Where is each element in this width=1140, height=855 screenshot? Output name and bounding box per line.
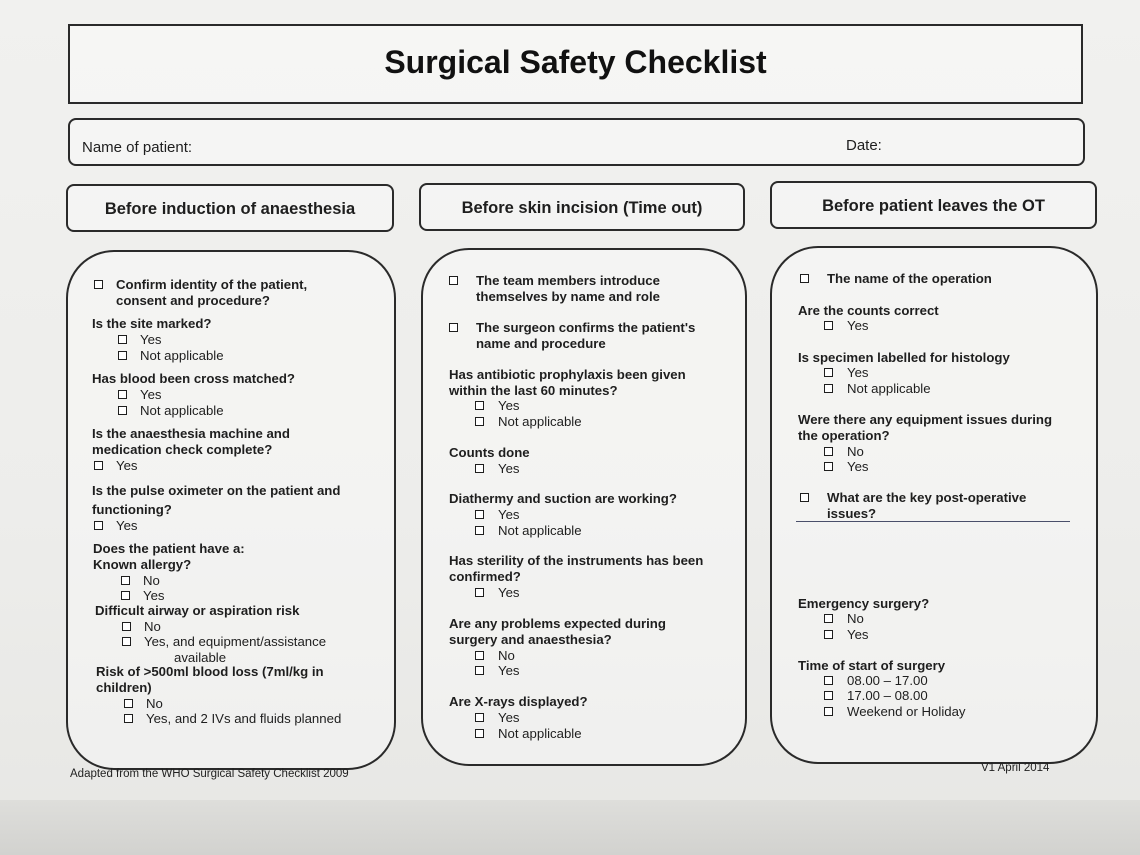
checkbox[interactable]: [121, 591, 130, 600]
item-operation-name: The name of the operation: [827, 271, 992, 286]
question-pulse-oximeter-cont: functioning?: [92, 502, 172, 517]
checkbox[interactable]: [824, 447, 833, 456]
option-yes-equipment: Yes, and equipment/assistance: [144, 634, 327, 649]
checkbox[interactable]: [824, 707, 833, 716]
question-patient-have: Does the patient have a:: [93, 541, 245, 556]
question-emergency-surgery: Emergency surgery?: [798, 596, 930, 611]
option-yes: Yes: [847, 365, 869, 380]
question-problems-expected: Are any problems expected during: [449, 616, 666, 631]
option-not-applicable: Not applicable: [140, 403, 224, 418]
option-not-applicable: Not applicable: [140, 348, 224, 363]
checkbox[interactable]: [475, 588, 484, 597]
footer-source: Adapted from the WHO Surgical Safety Checklist 2009: [70, 768, 349, 780]
checkbox[interactable]: [118, 406, 127, 415]
option-not-applicable: Not applicable: [498, 726, 582, 741]
item-surgeon-confirms: The surgeon confirms the patient's: [476, 320, 696, 335]
question-antibiotic: Has antibiotic prophylaxis been given: [449, 367, 686, 382]
checkbox[interactable]: [122, 637, 131, 646]
footer-version: V1 April 2014: [981, 762, 1050, 774]
checkbox[interactable]: [475, 729, 484, 738]
checkbox[interactable]: [122, 622, 131, 631]
heading-text: Before induction of anaesthesia: [104, 200, 356, 218]
table-edge: [0, 800, 1140, 855]
item-post-operative-issues-cont: issues?: [827, 506, 877, 521]
question-equipment-issues-cont: the operation?: [798, 428, 890, 443]
checkbox[interactable]: [449, 323, 458, 332]
checkbox[interactable]: [475, 526, 484, 535]
question-blood-cross-matched: Has blood been cross matched?: [92, 371, 295, 386]
question-sterility: Has sterility of the instruments has been: [449, 553, 704, 568]
checkbox[interactable]: [118, 335, 127, 344]
heading-before-leaving: [770, 181, 1097, 229]
checkbox[interactable]: [475, 464, 484, 473]
option-yes: Yes: [498, 461, 520, 476]
checkbox[interactable]: [824, 321, 833, 330]
heading-text: Before skin incision (Time out): [461, 199, 703, 217]
checkbox[interactable]: [449, 276, 458, 285]
patient-name-label: Name of patient:: [82, 139, 193, 156]
item-confirm-identity: Confirm identity of the patient,: [116, 277, 308, 292]
item-confirm-identity-cont: consent and procedure?: [116, 293, 270, 308]
title-box: [68, 24, 1083, 104]
question-pulse-oximeter: Is the pulse oximeter on the patient and: [92, 483, 341, 498]
checkbox[interactable]: [824, 368, 833, 377]
option-not-applicable: Not applicable: [498, 414, 582, 429]
option-yes: Yes: [498, 663, 520, 678]
checkbox[interactable]: [824, 630, 833, 639]
item-surgeon-confirms-cont: name and procedure: [476, 336, 606, 351]
option-no: No: [144, 619, 161, 634]
page-title: Surgical Safety Checklist: [384, 44, 767, 80]
question-diathermy: Diathermy and suction are working?: [449, 491, 677, 506]
option-yes: Yes: [498, 710, 520, 725]
option-not-applicable: Not applicable: [498, 523, 582, 538]
checkbox[interactable]: [800, 493, 809, 502]
item-post-operative-issues: What are the key post-operative: [827, 490, 1027, 505]
option-yes: Yes: [847, 318, 869, 333]
question-specimen-labelled: Is specimen labelled for histology: [798, 350, 1010, 365]
question-counts-correct: Are the counts correct: [798, 303, 939, 318]
patient-info-box: [68, 118, 1085, 166]
column-before-leaving: [770, 246, 1098, 764]
option-yes-ivs: Yes, and 2 IVs and fluids planned: [146, 711, 342, 726]
question-blood-loss-risk-cont: children): [96, 680, 152, 695]
option-yes: Yes: [498, 585, 520, 600]
question-sterility-cont: confirmed?: [449, 569, 521, 584]
checkbox[interactable]: [118, 390, 127, 399]
checkbox[interactable]: [94, 461, 103, 470]
option-yes: Yes: [140, 387, 162, 402]
checkbox[interactable]: [824, 614, 833, 623]
option-yes-equipment-cont: available: [174, 650, 227, 665]
question-problems-expected-cont: surgery and anaesthesia?: [449, 632, 612, 647]
column-before-induction: [66, 250, 396, 770]
question-anaesthesia-machine-cont: medication check complete?: [92, 442, 273, 457]
checkbox[interactable]: [124, 699, 133, 708]
option-yes: Yes: [116, 518, 138, 533]
checkbox[interactable]: [800, 274, 809, 283]
question-equipment-issues: Were there any equipment issues during: [798, 412, 1053, 427]
checkbox[interactable]: [475, 510, 484, 519]
checkbox[interactable]: [121, 576, 130, 585]
checkbox[interactable]: [475, 713, 484, 722]
option-not-applicable: Not applicable: [847, 381, 931, 396]
heading-before-induction: [66, 184, 394, 232]
heading-before-incision: [419, 183, 745, 231]
option-no: No: [498, 648, 515, 663]
checkbox[interactable]: [118, 351, 127, 360]
question-anaesthesia-machine: Is the anaesthesia machine and: [92, 426, 290, 441]
checkbox[interactable]: [475, 666, 484, 675]
question-known-allergy: Known allergy?: [93, 557, 192, 572]
checkbox[interactable]: [475, 651, 484, 660]
option-night: 17.00 – 08.00: [847, 688, 928, 703]
option-yes: Yes: [498, 507, 520, 522]
question-start-time: Time of start of surgery: [798, 658, 946, 673]
option-yes: Yes: [847, 627, 869, 642]
option-daytime: 08.00 – 17.00: [847, 673, 928, 688]
option-no: No: [143, 573, 160, 588]
question-site-marked: Is the site marked?: [92, 316, 212, 331]
heading-text: Before patient leaves the OT: [822, 197, 1045, 215]
question-antibiotic-cont: within the last 60 minutes?: [449, 383, 618, 398]
checkbox[interactable]: [475, 417, 484, 426]
question-counts-done: Counts done: [449, 445, 530, 460]
option-yes: Yes: [498, 398, 520, 413]
option-no: No: [146, 696, 163, 711]
question-difficult-airway: Difficult airway or aspiration risk: [95, 603, 300, 618]
question-xrays: Are X-rays displayed?: [449, 694, 588, 709]
option-no: No: [847, 611, 864, 626]
option-yes: Yes: [140, 332, 162, 347]
checkbox[interactable]: [824, 676, 833, 685]
date-label: Date:: [846, 137, 882, 154]
option-yes: Yes: [143, 588, 165, 603]
notes-line: [796, 521, 1070, 522]
checkbox[interactable]: [824, 462, 833, 471]
item-team-introduce: The team members introduce: [476, 273, 660, 288]
checkbox[interactable]: [824, 384, 833, 393]
question-blood-loss-risk: Risk of >500ml blood loss (7ml/kg in: [96, 664, 324, 679]
checkbox[interactable]: [94, 521, 103, 530]
option-no: No: [847, 444, 864, 459]
item-team-introduce-cont: themselves by name and role: [476, 289, 660, 304]
checkbox[interactable]: [94, 280, 103, 289]
option-yes: Yes: [847, 459, 869, 474]
option-weekend: Weekend or Holiday: [847, 704, 966, 719]
option-yes: Yes: [116, 458, 138, 473]
checkbox[interactable]: [475, 401, 484, 410]
column-before-incision: [421, 248, 747, 766]
checkbox[interactable]: [824, 691, 833, 700]
checkbox[interactable]: [124, 714, 133, 723]
